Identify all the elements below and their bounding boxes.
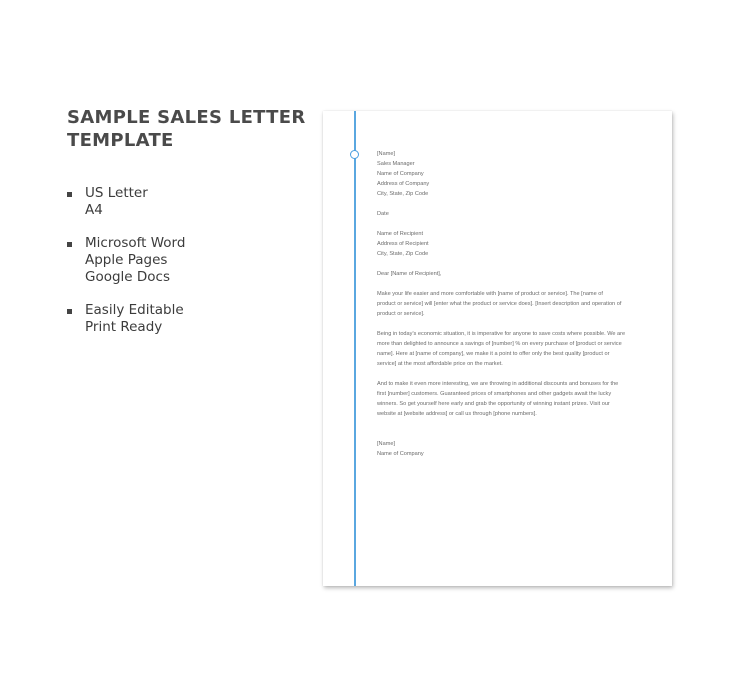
sender-company: Name of Company xyxy=(377,171,424,177)
feature-item: Easily Editable xyxy=(85,302,184,318)
paragraph-1 xyxy=(377,289,637,319)
paragraph-line: Being in today's economic situation, it is imperative for anyone to save costs where possible. We are xyxy=(377,331,626,337)
paragraph-line: first [number] customers. Guaranteed prices of smartphones and other gadgets await the lucky xyxy=(377,391,612,397)
paragraph-line: product or service] will [enter what the product or service does]. [Insert description and operation of xyxy=(377,301,622,307)
paragraph-line: product or service]. xyxy=(377,311,425,317)
letter-preview-page xyxy=(323,111,672,586)
feature-item: US Letter xyxy=(85,185,148,201)
sender-name: [Name] xyxy=(377,151,396,157)
margin-circle-icon xyxy=(350,150,359,159)
bullet-icon xyxy=(67,192,72,197)
paragraph-line: And to make it even more interesting, we are throwing in additional discounts and bonuses for the xyxy=(377,381,619,387)
recipient-name: Name of Recipient xyxy=(377,231,424,237)
paragraph-line: Make your life easier and more comfortable with [name of product or service]. The [name of xyxy=(377,291,603,297)
paragraph-line: winners. So get yourself here early and grab the opportunity of winning instant prizes. Visit our xyxy=(377,401,610,407)
feature-item: Print Ready xyxy=(85,319,163,335)
recipient-block xyxy=(377,229,637,259)
sender-city: City, State, Zip Code xyxy=(377,191,429,197)
paragraph-2 xyxy=(377,329,637,369)
sender-block xyxy=(377,149,637,199)
paragraph-line: website at [website address] or call us through [phone numbers]. xyxy=(377,411,537,417)
feature-group-apps xyxy=(67,235,185,286)
margin-line xyxy=(354,111,356,586)
sender-address: Address of Company xyxy=(377,181,430,187)
closing-name: [Name] xyxy=(377,441,396,447)
feature-item: Google Docs xyxy=(85,269,171,285)
feature-group-formats xyxy=(67,185,185,219)
recipient-city: City, State, Zip Code xyxy=(377,251,429,257)
feature-item: Microsoft Word xyxy=(85,235,186,251)
paragraph-line: service] at the most affordable price on the market. xyxy=(377,361,503,367)
feature-item: Apple Pages xyxy=(85,252,168,268)
paragraph-line: more than delighted to announce a savings of [number] % on every purchase of [product or service xyxy=(377,341,622,347)
closing-company: Name of Company xyxy=(377,451,424,457)
feature-group-qualities xyxy=(67,302,185,336)
title-line-1: SAMPLE SALES LETTER xyxy=(67,107,306,128)
paragraph-3 xyxy=(377,379,637,419)
closing-block xyxy=(377,439,637,459)
letter-body xyxy=(377,149,637,459)
paragraph-line: name]. Here at [name of company], we make it a point to offer only the best quality [product or xyxy=(377,351,610,357)
bullet-icon xyxy=(67,309,72,314)
feature-list xyxy=(67,185,185,352)
bullet-icon xyxy=(67,242,72,247)
recipient-address: Address of Recipient xyxy=(377,241,429,247)
page-title xyxy=(67,106,307,152)
title-line-2: TEMPLATE xyxy=(67,130,174,151)
sender-title: Sales Manager xyxy=(377,161,415,167)
salutation: Dear [Name of Recipient], xyxy=(377,271,442,277)
feature-item: A4 xyxy=(85,202,103,218)
letter-date: Date xyxy=(377,211,389,217)
